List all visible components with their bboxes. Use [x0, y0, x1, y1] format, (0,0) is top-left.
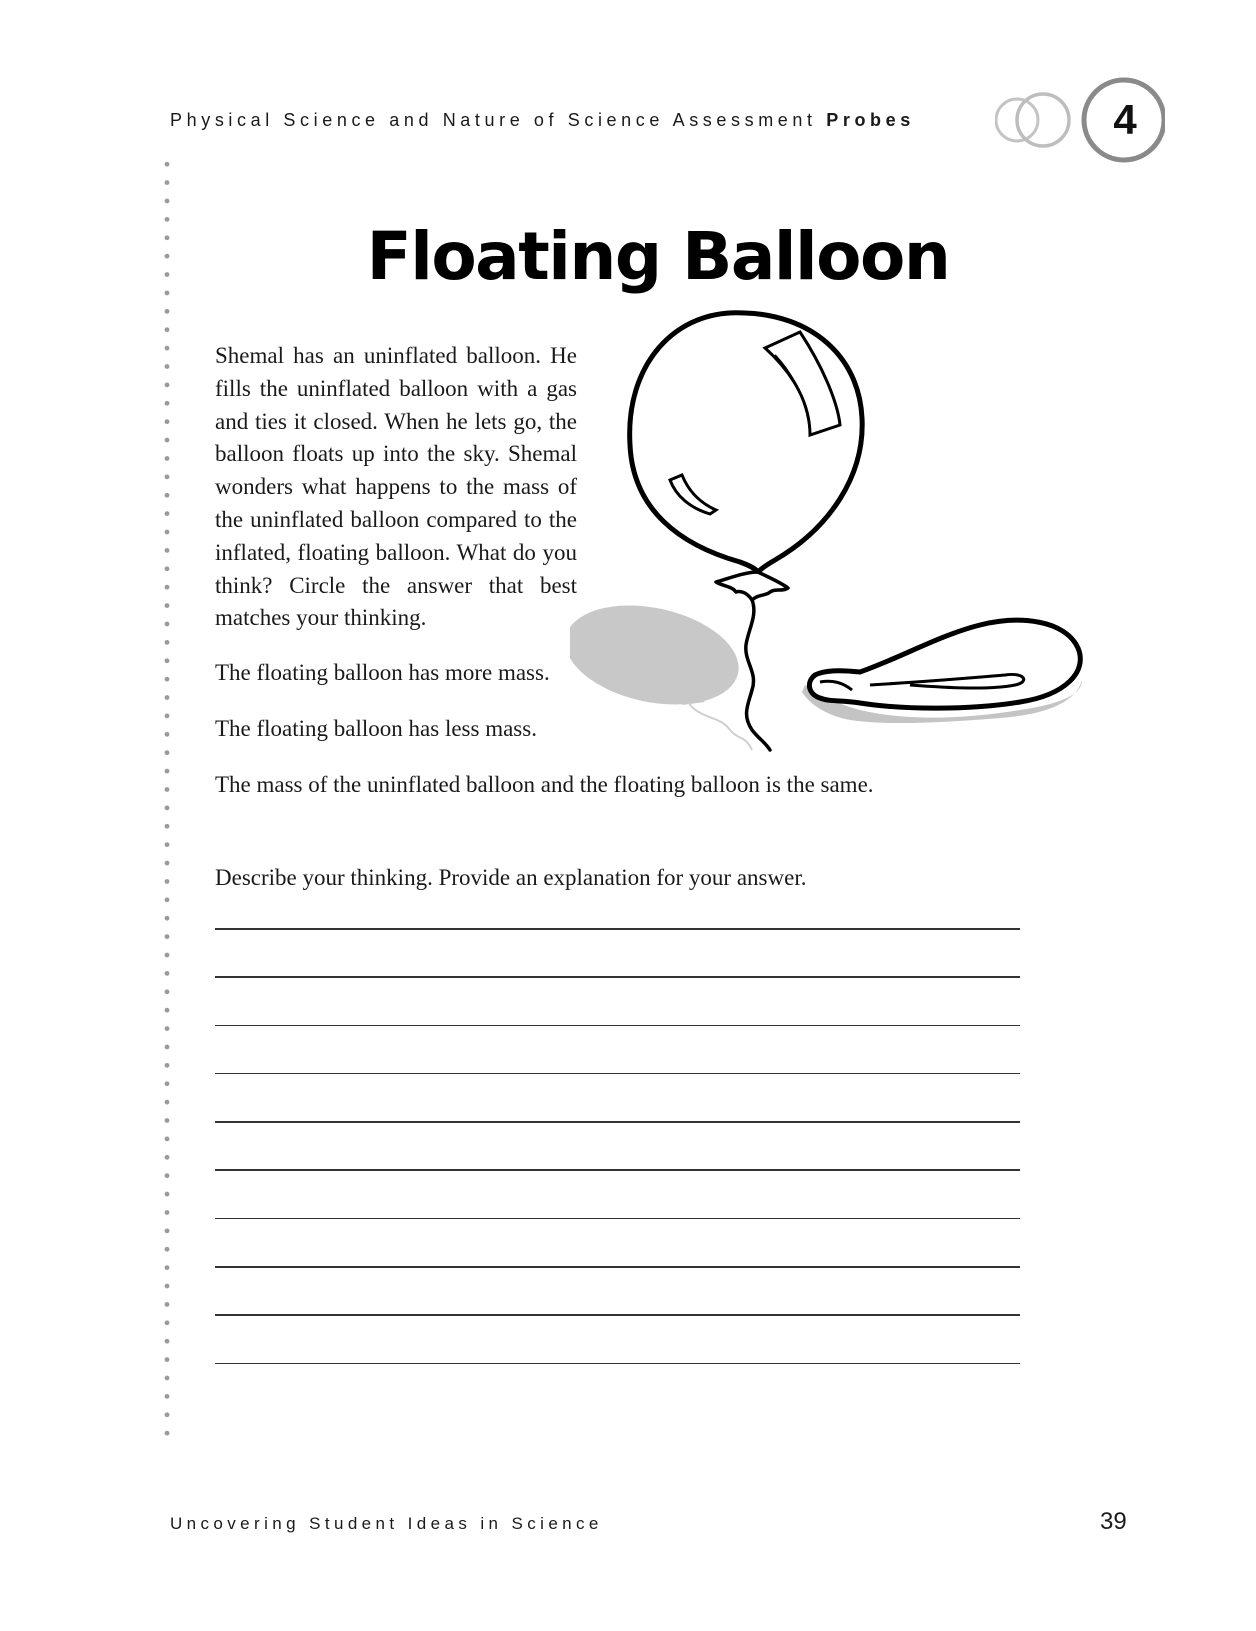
answer-line[interactable] — [215, 1314, 1020, 1316]
series-title: Physical Science and Nature of Science Assessment — [170, 110, 817, 130]
balloon-illustration — [570, 310, 1130, 780]
answer-line[interactable] — [215, 1073, 1020, 1075]
answer-line[interactable] — [215, 1266, 1020, 1268]
running-header — [170, 110, 915, 131]
answer-choice-less-mass[interactable]: The floating balloon has less mass. — [215, 716, 537, 741]
running-footer: Uncovering Student Ideas in Science — [170, 1514, 603, 1533]
answer-line[interactable] — [215, 1025, 1020, 1027]
dotted-margin — [163, 155, 171, 1445]
answer-line[interactable] — [215, 1363, 1020, 1365]
series-title-bold: Probes — [826, 110, 915, 130]
answer-line[interactable] — [215, 1169, 1020, 1171]
uninflated-balloon-icon — [809, 620, 1080, 708]
answer-choice-same-mass[interactable]: The mass of the uninflated balloon and the floating balloon is the same. — [215, 772, 874, 797]
answer-line[interactable] — [215, 1218, 1020, 1220]
page-number: 39 — [1100, 1508, 1127, 1535]
answer-line[interactable] — [215, 976, 1020, 978]
explanation-prompt: Describe your thinking. Provide an explanation for your answer. — [215, 865, 807, 890]
balloon-shadow-icon — [570, 591, 752, 750]
chapter-number: 4 — [1113, 96, 1137, 143]
probe-title: Floating Balloon — [366, 218, 950, 295]
answer-line[interactable] — [215, 1121, 1020, 1123]
probe-intro: Shemal has an uninflated balloon. He fills the uninflated balloon with a gas and ties it closed. When he lets go, the balloon floats up into the sky. Shemal wonders what happens to the mass of the uninflated balloon compared to the inflated, floating balloon. What do you think? Circle the answer that best matches your thinking. — [215, 343, 577, 631]
answer-choice-more-mass[interactable]: The floating balloon has more mass. — [215, 660, 550, 685]
answer-line[interactable] — [215, 928, 1020, 930]
answer-lines[interactable] — [215, 928, 1020, 1411]
